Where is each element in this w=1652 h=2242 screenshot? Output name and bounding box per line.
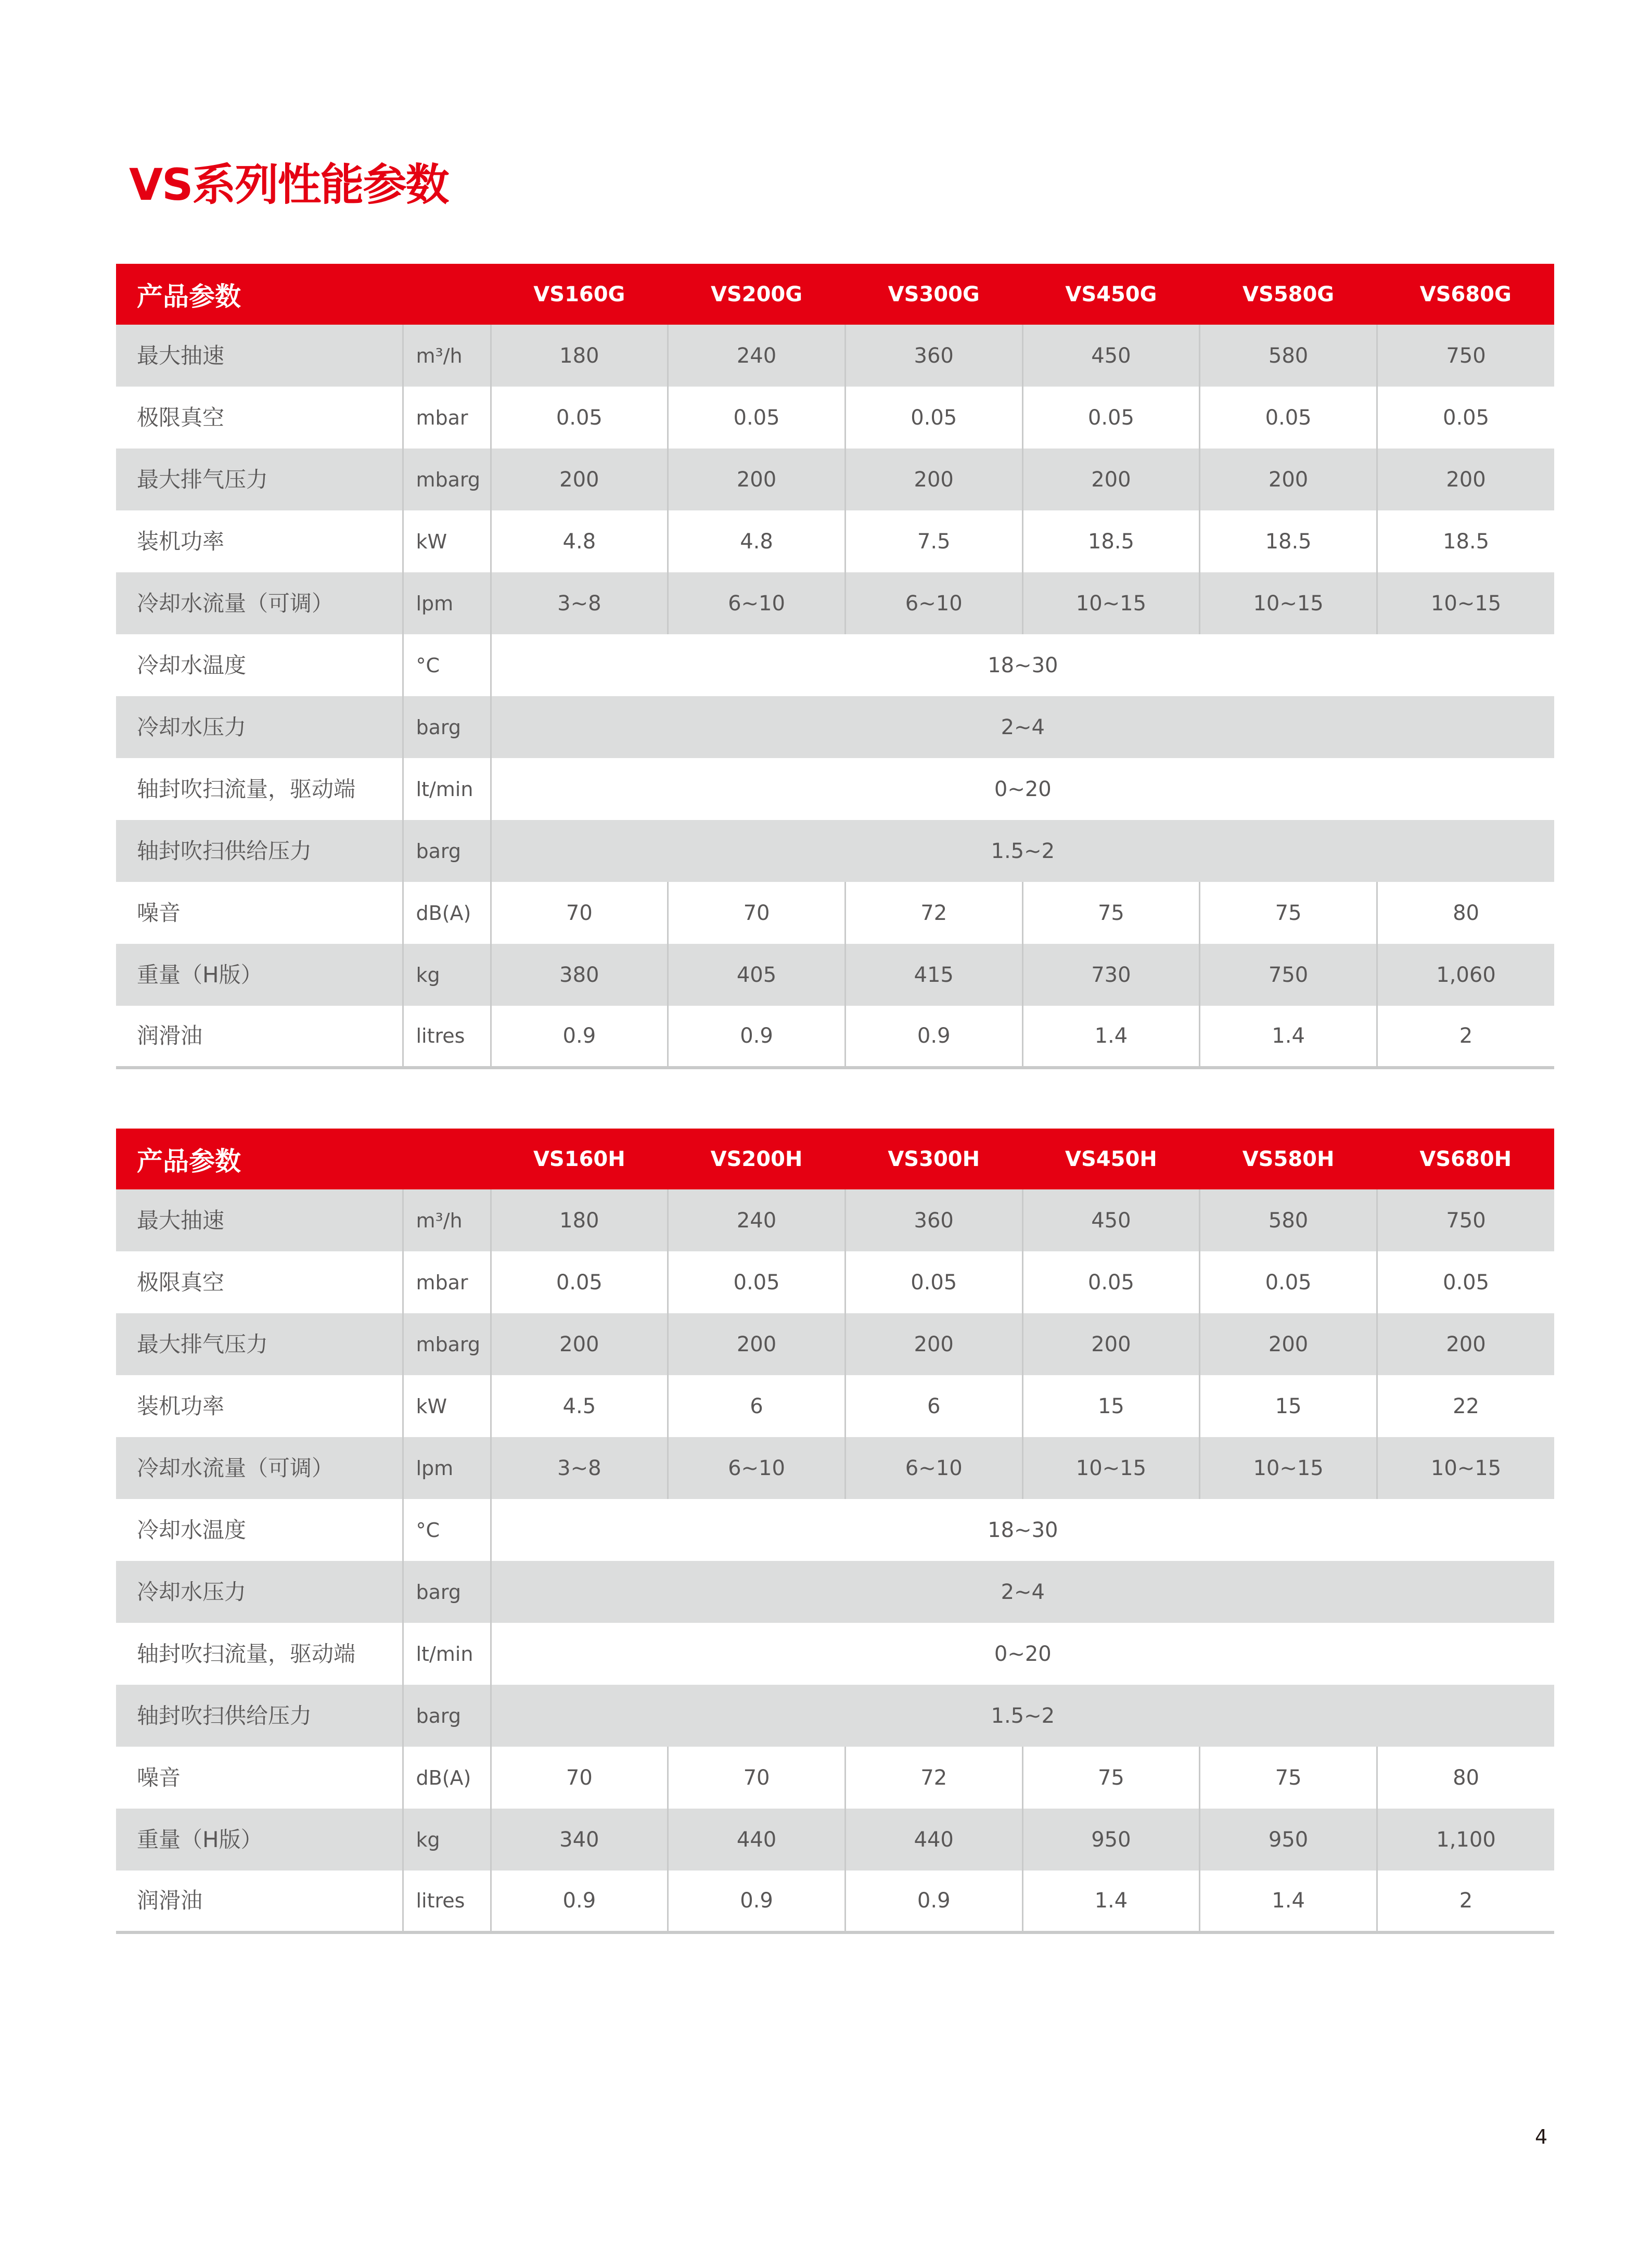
param-value: 360	[845, 1189, 1022, 1251]
table-row	[116, 758, 1554, 820]
param-value: 6	[845, 1375, 1022, 1437]
header-label: 产品参数	[116, 264, 491, 325]
param-unit: litres	[403, 1871, 491, 1932]
param-value: 72	[845, 882, 1022, 944]
param-value: 440	[845, 1809, 1022, 1871]
param-label: 冷却水流量（可调）	[116, 1437, 403, 1499]
param-value: 340	[491, 1809, 668, 1871]
param-value: 75	[1022, 1747, 1200, 1809]
param-unit: dB(A)	[403, 882, 491, 944]
param-label: 最大排气压力	[116, 449, 403, 510]
param-value: 750	[1377, 1189, 1554, 1251]
param-value: 750	[1377, 325, 1554, 387]
param-value: 0.05	[845, 387, 1022, 449]
param-value: 15	[1200, 1375, 1377, 1437]
param-value-shared: 18~30	[491, 634, 1554, 696]
table-row	[116, 1189, 1554, 1251]
param-value: 0.9	[668, 1006, 846, 1068]
param-value: 10~15	[1200, 572, 1377, 634]
param-value: 200	[1022, 1313, 1200, 1375]
param-value: 0.05	[668, 387, 846, 449]
table-row	[116, 325, 1554, 387]
param-value: 450	[1022, 325, 1200, 387]
model-header: VS580H	[1200, 1129, 1377, 1189]
param-value: 200	[491, 1313, 668, 1375]
param-label: 轴封吹扫流量，驱动端	[137, 1641, 356, 1667]
table-row	[116, 1251, 1554, 1313]
param-value: 0.9	[845, 1006, 1022, 1068]
table-row	[116, 1809, 1554, 1871]
param-unit: kW	[403, 510, 491, 572]
param-label: 润滑油	[116, 1871, 403, 1932]
param-value: 1.4	[1022, 1006, 1200, 1068]
param-value: 380	[491, 944, 668, 1006]
table-row	[116, 634, 1554, 696]
param-label: 冷却水温度	[137, 1517, 247, 1543]
param-value: 18.5	[1200, 510, 1377, 572]
param-value: 1.4	[1200, 1871, 1377, 1932]
table-row	[116, 510, 1554, 572]
param-unit: m³/h	[403, 325, 491, 387]
param-value: 1,100	[1377, 1809, 1554, 1871]
param-value: 950	[1022, 1809, 1200, 1871]
table-row	[116, 1499, 1554, 1561]
table-row	[116, 572, 1554, 634]
param-label: 冷却水流量（可调）	[116, 572, 403, 634]
param-value: 75	[1022, 882, 1200, 944]
param-value: 0.05	[1200, 1251, 1377, 1313]
param-label: 极限真空	[137, 404, 225, 430]
param-label: 最大排气压力	[116, 1313, 403, 1375]
table-row	[116, 1375, 1554, 1437]
param-value: 4.8	[491, 510, 668, 572]
param-label: 最大抽速	[116, 1189, 403, 1251]
param-value: 240	[668, 1189, 846, 1251]
param-value: 750	[1200, 944, 1377, 1006]
param-label: 重量（H版）	[116, 944, 403, 1006]
param-value: 10~15	[1200, 1437, 1377, 1499]
model-header: VS300H	[845, 1129, 1022, 1189]
param-value: 18.5	[1377, 510, 1554, 572]
table-row	[116, 944, 1554, 1006]
param-value-shared: 2~4	[491, 1561, 1554, 1623]
param-unit: dB(A)	[403, 1747, 491, 1809]
table-row	[116, 1561, 1554, 1623]
param-value: 950	[1200, 1809, 1377, 1871]
param-value: 0.9	[491, 1871, 668, 1932]
param-value: 2	[1377, 1006, 1554, 1068]
model-header: VS160H	[491, 1129, 668, 1189]
param-label: 装机功率	[137, 528, 225, 554]
param-value: 200	[1200, 449, 1377, 510]
param-value: 415	[845, 944, 1022, 1006]
param-label: 轴封吹扫供给压力	[116, 1685, 403, 1747]
param-value: 70	[668, 1747, 846, 1809]
table-row	[116, 1623, 1554, 1685]
table-row	[116, 1871, 1554, 1932]
param-value: 80	[1377, 882, 1554, 944]
param-value: 3~8	[491, 1437, 668, 1499]
model-header: VS580G	[1200, 264, 1377, 325]
page-number: 4	[1535, 2125, 1548, 2148]
table-row	[116, 1006, 1554, 1068]
table-row	[116, 449, 1554, 510]
param-value: 1.4	[1022, 1871, 1200, 1932]
param-value: 200	[1022, 449, 1200, 510]
model-header: VS200G	[668, 264, 846, 325]
model-header: VS200H	[668, 1129, 846, 1189]
param-unit: barg	[403, 1685, 491, 1747]
param-label: 重量（H版）	[116, 1809, 403, 1871]
table-row	[116, 387, 1554, 449]
param-value: 6~10	[845, 1437, 1022, 1499]
param-label: 轴封吹扫流量，驱动端	[137, 776, 356, 802]
param-value: 360	[845, 325, 1022, 387]
model-header: VS300G	[845, 264, 1022, 325]
table-row	[116, 1747, 1554, 1809]
param-value: 6~10	[668, 572, 846, 634]
param-value: 0.05	[1022, 387, 1200, 449]
param-value: 75	[1200, 882, 1377, 944]
param-value: 200	[1200, 1313, 1377, 1375]
param-unit: litres	[403, 1006, 491, 1068]
param-label: 润滑油	[116, 1006, 403, 1068]
param-value: 180	[491, 325, 668, 387]
param-value: 6	[668, 1375, 846, 1437]
param-value: 240	[668, 325, 846, 387]
param-value: 0.05	[1377, 387, 1554, 449]
param-value-shared: 2~4	[491, 696, 1554, 758]
param-value: 6~10	[845, 572, 1022, 634]
param-unit: barg	[403, 820, 491, 882]
param-unit: kg	[403, 944, 491, 1006]
param-value: 4.8	[668, 510, 846, 572]
param-value: 580	[1200, 325, 1377, 387]
param-value-shared: 0~20	[491, 1623, 1554, 1685]
param-label: 装机功率	[137, 1393, 225, 1419]
param-value: 70	[491, 1747, 668, 1809]
param-label: 噪音	[137, 1764, 181, 1790]
param-value: 450	[1022, 1189, 1200, 1251]
header-row	[116, 264, 1554, 325]
param-unit: mbar	[403, 387, 491, 449]
param-unit: mbar	[403, 1251, 491, 1313]
param-value: 0.9	[668, 1871, 846, 1932]
param-value: 18.5	[1022, 510, 1200, 572]
spec-table-g-series	[116, 264, 1554, 1069]
param-value: 405	[668, 944, 846, 1006]
param-value: 10~15	[1377, 1437, 1554, 1499]
param-value: 1,060	[1377, 944, 1554, 1006]
param-value: 70	[491, 882, 668, 944]
param-unit: m³/h	[403, 1189, 491, 1251]
header-row	[116, 1129, 1554, 1189]
param-label: 最大抽速	[116, 325, 403, 387]
param-label: 冷却水温度	[137, 652, 247, 678]
param-value: 200	[668, 1313, 846, 1375]
model-header: VS450H	[1022, 1129, 1200, 1189]
param-value: 72	[845, 1747, 1022, 1809]
param-value: 0.9	[491, 1006, 668, 1068]
param-value: 2	[1377, 1871, 1554, 1932]
table-row	[116, 820, 1554, 882]
table-row	[116, 882, 1554, 944]
param-value: 180	[491, 1189, 668, 1251]
param-value: 0.05	[1022, 1251, 1200, 1313]
param-value: 10~15	[1022, 1437, 1200, 1499]
param-value: 3~8	[491, 572, 668, 634]
header-label: 产品参数	[116, 1129, 491, 1189]
param-label: 轴封吹扫供给压力	[116, 820, 403, 882]
param-value-shared: 1.5~2	[491, 820, 1554, 882]
param-unit: °C	[403, 1499, 491, 1561]
param-value: 200	[845, 449, 1022, 510]
param-value: 0.9	[845, 1871, 1022, 1932]
param-value-shared: 1.5~2	[491, 1685, 1554, 1747]
param-value: 75	[1200, 1747, 1377, 1809]
param-unit: barg	[403, 696, 491, 758]
model-header: VS680H	[1377, 1129, 1554, 1189]
param-unit: lt/min	[403, 1623, 491, 1685]
table-row	[116, 1685, 1554, 1747]
param-unit: lt/min	[403, 758, 491, 820]
param-value: 6~10	[668, 1437, 846, 1499]
param-value: 10~15	[1377, 572, 1554, 634]
param-value: 0.05	[491, 1251, 668, 1313]
param-label: 极限真空	[137, 1269, 225, 1295]
model-header: VS160G	[491, 264, 668, 325]
param-value: 200	[491, 449, 668, 510]
param-value: 80	[1377, 1747, 1554, 1809]
param-value: 0.05	[1377, 1251, 1554, 1313]
param-unit: lpm	[403, 1437, 491, 1499]
param-value: 580	[1200, 1189, 1377, 1251]
param-value: 0.05	[668, 1251, 846, 1313]
param-value: 15	[1022, 1375, 1200, 1437]
param-value: 1.4	[1200, 1006, 1377, 1068]
param-value: 200	[668, 449, 846, 510]
param-value: 200	[1377, 1313, 1554, 1375]
table-row	[116, 1313, 1554, 1375]
param-value-shared: 0~20	[491, 758, 1554, 820]
param-value: 440	[668, 1809, 846, 1871]
param-unit: barg	[403, 1561, 491, 1623]
param-value: 70	[668, 882, 846, 944]
model-header: VS450G	[1022, 264, 1200, 325]
param-value-shared: 18~30	[491, 1499, 1554, 1561]
param-value: 200	[845, 1313, 1022, 1375]
page-title: VS系列性能参数	[129, 159, 449, 210]
param-value: 22	[1377, 1375, 1554, 1437]
param-label: 冷却水压力	[116, 1561, 403, 1623]
param-value: 10~15	[1022, 572, 1200, 634]
param-label: 噪音	[137, 900, 181, 926]
param-unit: mbarg	[403, 449, 491, 510]
param-unit: °C	[403, 634, 491, 696]
table-row	[116, 696, 1554, 758]
param-value: 0.05	[1200, 387, 1377, 449]
spec-table-h-series	[116, 1129, 1554, 1934]
param-label: 冷却水压力	[116, 696, 403, 758]
model-header: VS680G	[1377, 264, 1554, 325]
param-value: 730	[1022, 944, 1200, 1006]
param-value: 4.5	[491, 1375, 668, 1437]
param-unit: kW	[403, 1375, 491, 1437]
param-value: 0.05	[491, 387, 668, 449]
table-row	[116, 1437, 1554, 1499]
param-unit: kg	[403, 1809, 491, 1871]
param-unit: lpm	[403, 572, 491, 634]
param-value: 0.05	[845, 1251, 1022, 1313]
param-value: 200	[1377, 449, 1554, 510]
param-value: 7.5	[845, 510, 1022, 572]
param-unit: mbarg	[403, 1313, 491, 1375]
